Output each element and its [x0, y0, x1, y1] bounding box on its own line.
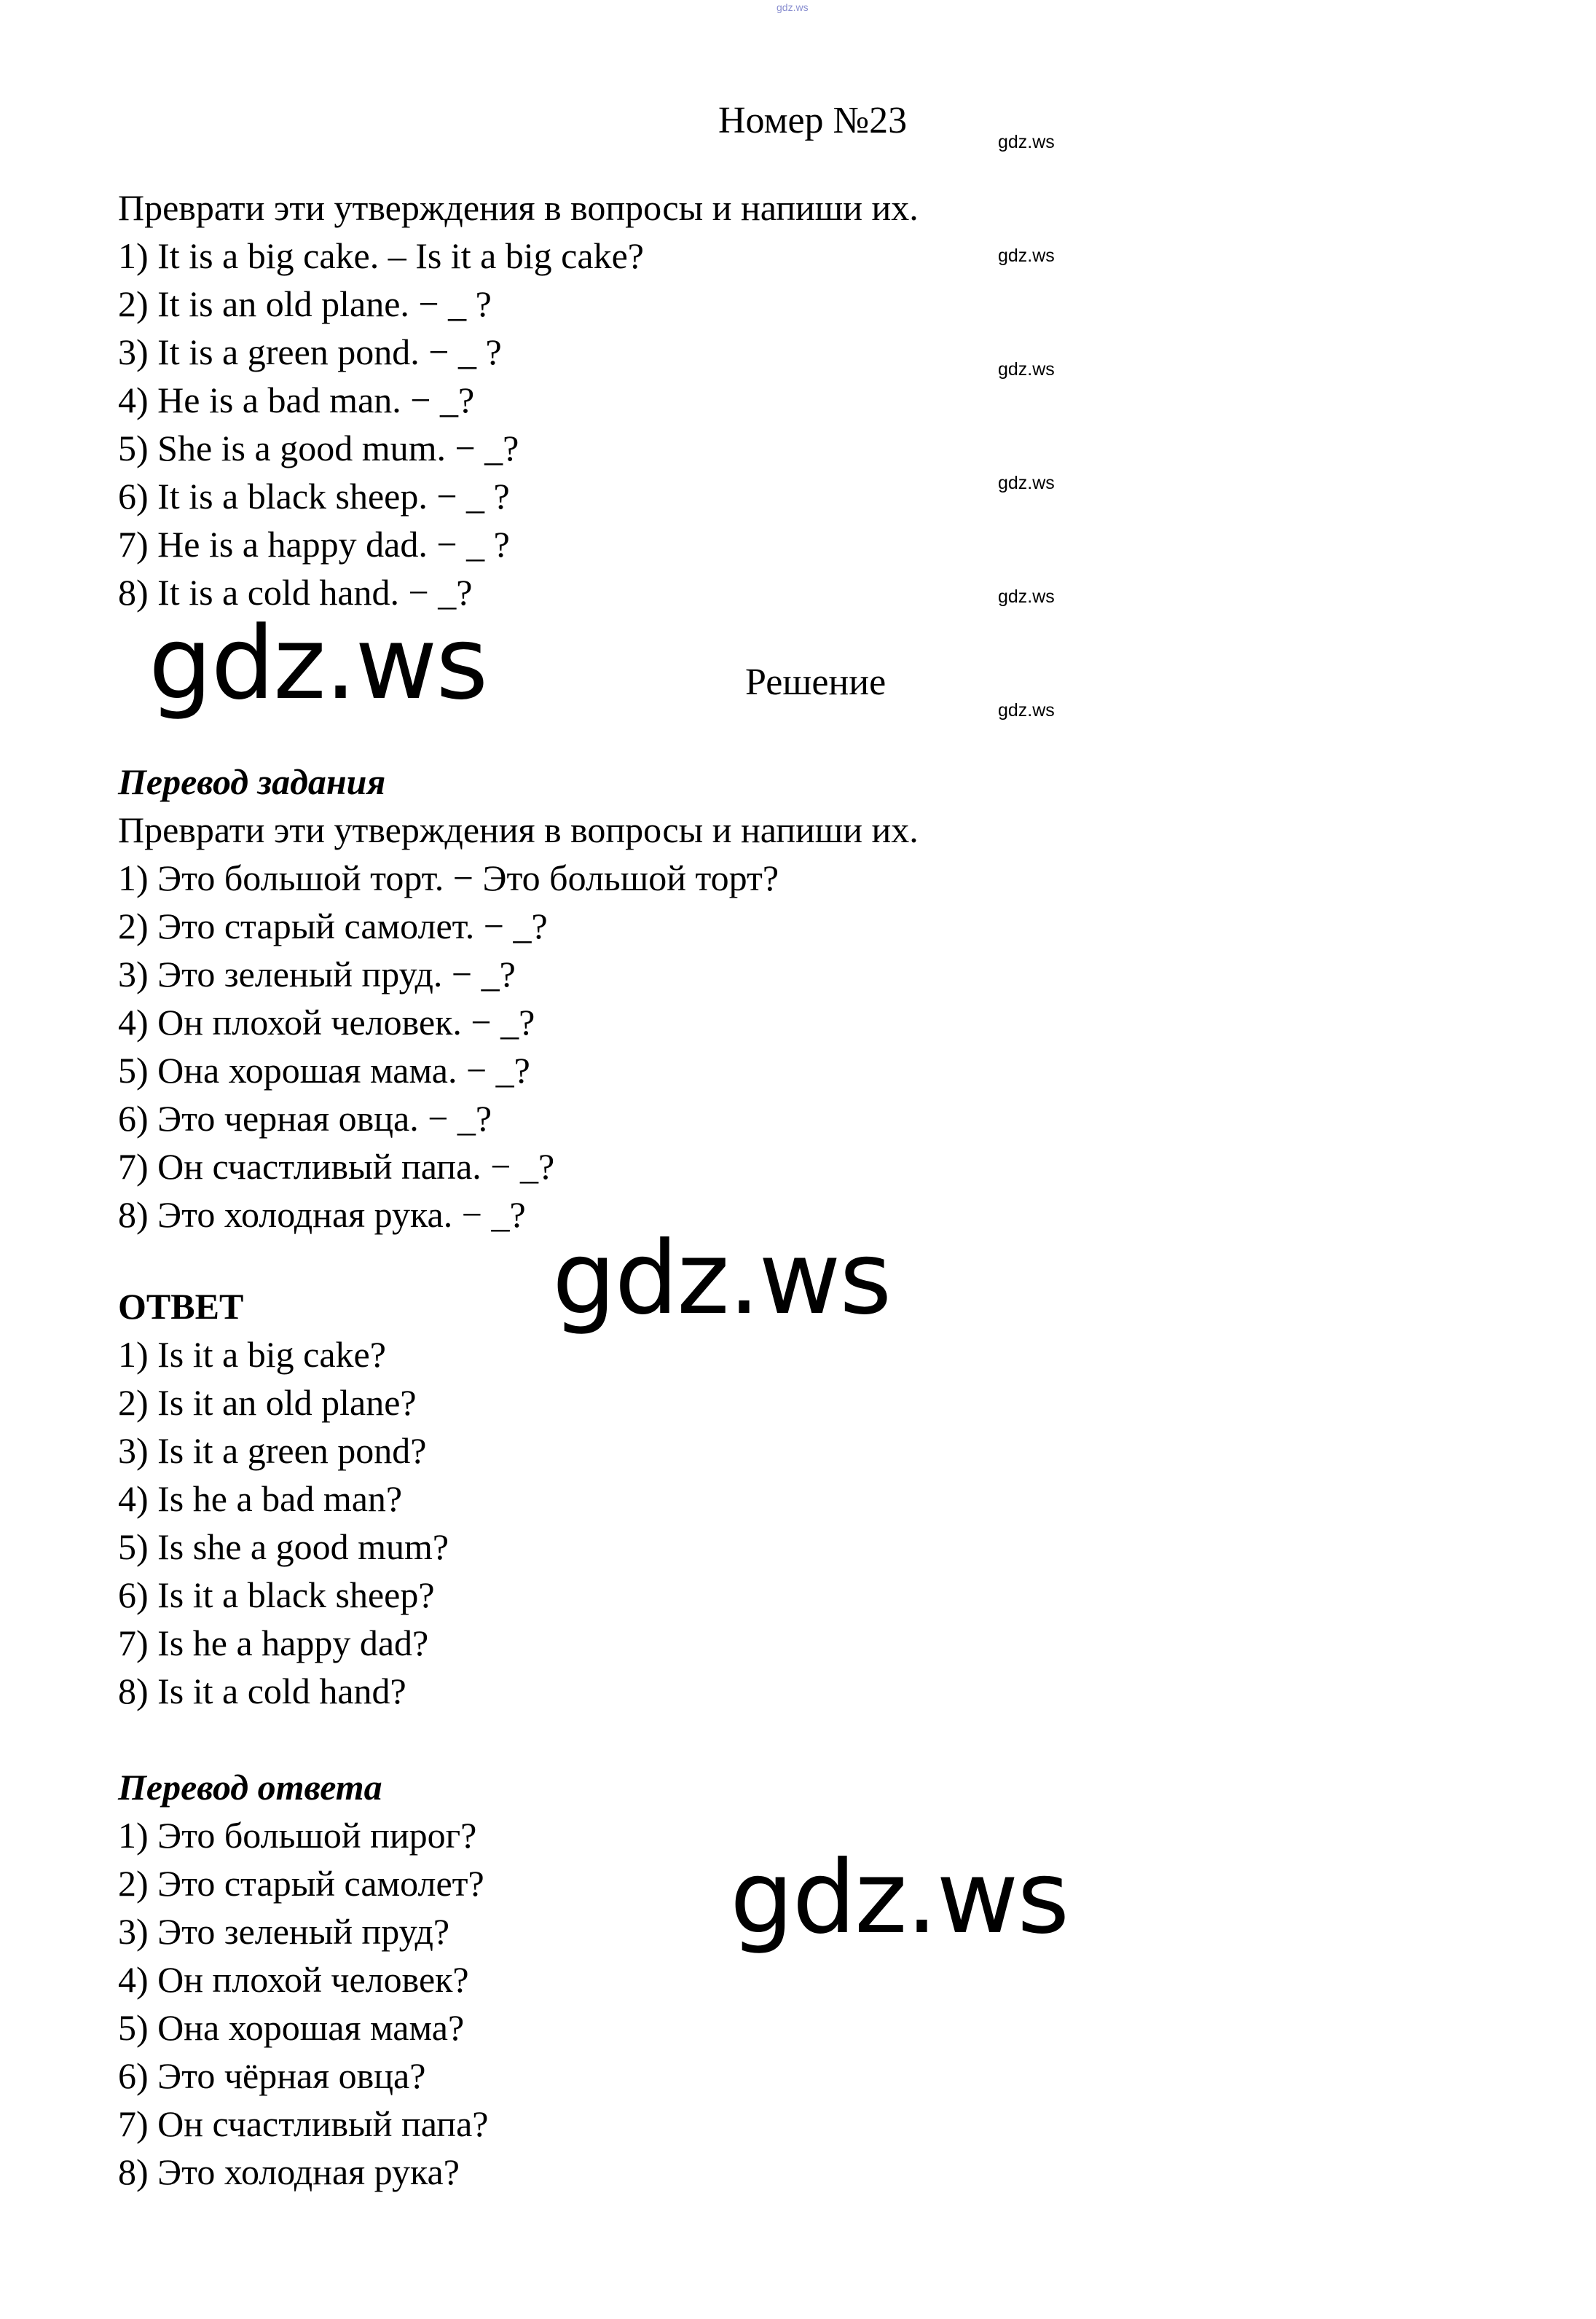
- translation-task-item: 5) Она хорошая мама. − _?: [118, 1050, 530, 1091]
- answer-heading: ОТВЕТ: [118, 1286, 244, 1327]
- small-watermark: gdz.ws: [998, 473, 1055, 493]
- translation-answer-item: 3) Это зеленый пруд?: [118, 1911, 450, 1952]
- translation-answer-item: 5) Она хорошая мама?: [118, 2007, 465, 2048]
- small-watermark: gdz.ws: [998, 246, 1055, 266]
- task-item: 3) It is a green pond. − _ ?: [118, 331, 502, 372]
- translation-answer-item: 4) Он плохой человек?: [118, 1959, 469, 2000]
- task-item: 4) He is a bad man. − _?: [118, 380, 475, 420]
- answer-item: 2) Is it an old plane?: [118, 1382, 417, 1423]
- translation-answer-item: 6) Это чёрная овца?: [118, 2055, 426, 2096]
- translation-task-item: 1) Это большой торт. − Это большой торт?: [118, 858, 779, 898]
- small-watermark: gdz.ws: [998, 586, 1055, 607]
- small-watermark: gdz.ws: [998, 700, 1055, 721]
- answer-item: 5) Is she a good mum?: [118, 1526, 449, 1567]
- translation-task-item: 3) Это зеленый пруд. − _?: [118, 954, 516, 994]
- answer-item: 4) Is he a bad man?: [118, 1478, 403, 1519]
- translation-task-item: 4) Он плохой человек. − _?: [118, 1002, 535, 1043]
- task-item: 6) It is a black sheep. − _ ?: [118, 476, 510, 517]
- answer-item: 6) Is it a black sheep?: [118, 1574, 435, 1615]
- translation-answer-item: 1) Это большой пирог?: [118, 1815, 477, 1856]
- large-watermark: gdz.ws: [552, 1220, 891, 1337]
- task-item: 7) He is a happy dad. − _ ?: [118, 524, 510, 565]
- task-item: 2) It is an old plane. − _ ?: [118, 283, 492, 324]
- translation-task-item: 7) Он счастливый папа. − _?: [118, 1146, 555, 1187]
- translation-task-item: 6) Это черная овца. − _?: [118, 1098, 492, 1139]
- task-item: 8) It is a cold hand. − _?: [118, 572, 473, 613]
- page-title: Номер №23: [718, 100, 908, 141]
- translation-answer-item: 8) Это холодная рука?: [118, 2151, 460, 2192]
- translation-task-item: 8) Это холодная рука. − _?: [118, 1194, 526, 1235]
- translation-answer-heading: Перевод ответа: [118, 1767, 382, 1808]
- answer-item: 1) Is it a big cake?: [118, 1334, 386, 1375]
- task-item: 5) She is a good mum. − _?: [118, 428, 519, 468]
- large-watermark: gdz.ws: [149, 605, 487, 722]
- translation-answer-item: 7) Он счастливый папа?: [118, 2103, 489, 2144]
- answer-item: 8) Is it a cold hand?: [118, 1671, 406, 1711]
- answer-item: 7) Is he a happy dad?: [118, 1622, 429, 1663]
- translation-task-heading: Перевод задания: [118, 761, 386, 802]
- solution-title: Решение: [745, 662, 887, 703]
- translation-task-instruction: Преврати эти утверждения в вопросы и напиши их.: [118, 809, 919, 850]
- top-watermark: gdz.ws: [777, 1, 809, 13]
- large-watermark: gdz.ws: [730, 1839, 1069, 1956]
- task-item: 1) It is a big cake. – Is it a big cake?: [118, 235, 644, 276]
- small-watermark: gdz.ws: [998, 359, 1055, 380]
- small-watermark: gdz.ws: [998, 132, 1055, 152]
- translation-task-item: 2) Это старый самолет. − _?: [118, 906, 548, 946]
- answer-item: 3) Is it a green pond?: [118, 1430, 427, 1471]
- translation-answer-item: 2) Это старый самолет?: [118, 1863, 484, 1904]
- task-instruction: Преврати эти утверждения в вопросы и напиши их.: [118, 187, 919, 228]
